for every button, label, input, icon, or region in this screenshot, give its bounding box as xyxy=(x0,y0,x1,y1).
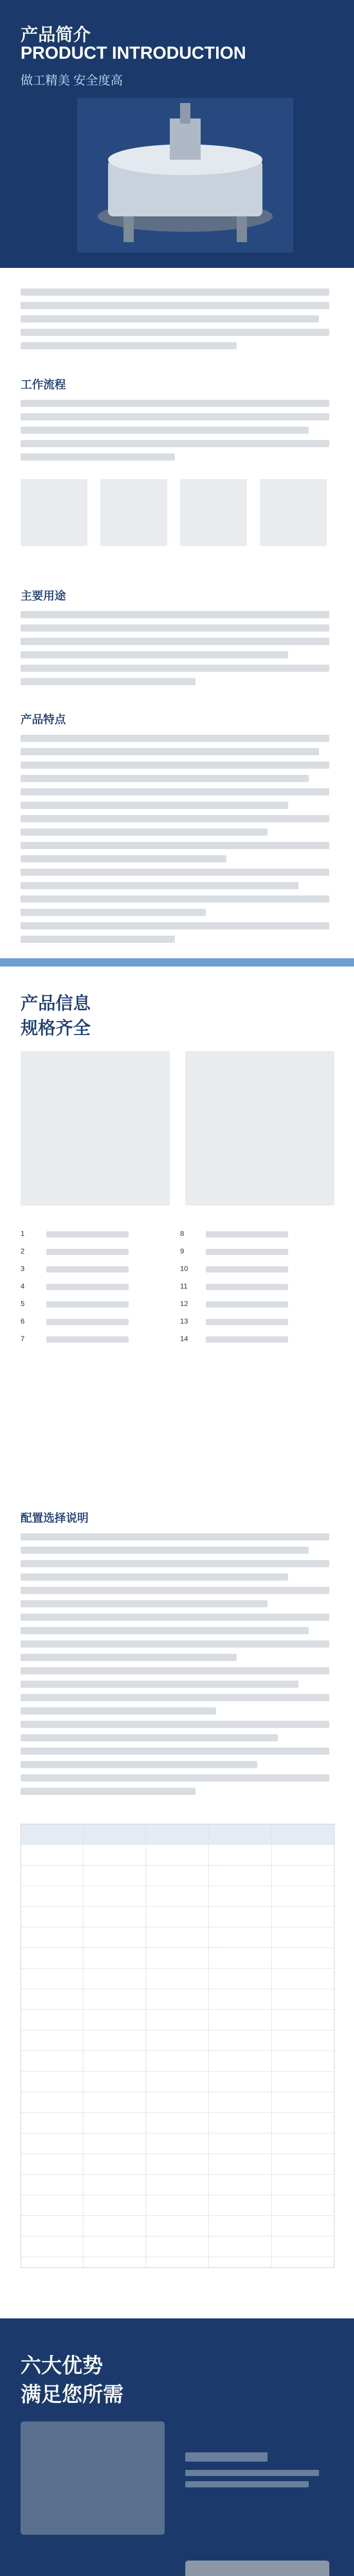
product-info-title: 产品信息 xyxy=(21,994,91,1013)
workflow-step-image xyxy=(260,479,327,546)
spec-table xyxy=(21,1824,334,2268)
workflow-step-image xyxy=(100,479,167,546)
part-item: 9 xyxy=(180,1244,324,1261)
advantage-label xyxy=(185,2452,268,2462)
product-info-subtitle: 规格齐全 xyxy=(21,1019,91,1038)
part-item: 8 xyxy=(180,1226,324,1244)
intro-title-cn: 产品简介 xyxy=(21,25,91,45)
part-item: 1 xyxy=(21,1226,165,1244)
parts-list xyxy=(21,1226,329,1360)
part-item: 2 xyxy=(21,1244,165,1261)
machine-3d-render xyxy=(185,1051,334,1206)
intro-subtitle: 做工精美 安全度高 xyxy=(21,74,123,88)
description-section xyxy=(0,268,354,1494)
config-section xyxy=(0,1494,354,2318)
advantages-section xyxy=(0,2318,354,2576)
config-heading: 配置选择说明 xyxy=(21,1512,89,1524)
workflow-icons-row xyxy=(21,479,329,556)
intro-title-en: PRODUCT INTRODUCTION xyxy=(21,43,246,63)
parts-column-left xyxy=(21,1226,165,1349)
part-item: 14 xyxy=(180,1331,324,1349)
usage-heading: 主要用途 xyxy=(21,589,66,602)
centrifuge-machine-image xyxy=(77,98,293,252)
advantages-subtitle: 满足您所需 xyxy=(21,2383,123,2406)
advantages-title: 六大优势 xyxy=(21,2354,103,2377)
spec-table-header xyxy=(21,1824,334,1845)
part-item: 4 xyxy=(21,1279,165,1296)
advantage-image xyxy=(21,2421,165,2535)
part-item: 10 xyxy=(180,1261,324,1279)
part-item: 12 xyxy=(180,1296,324,1314)
workflow-step-image xyxy=(21,479,87,546)
part-item: 11 xyxy=(180,1279,324,1296)
parts-column-right xyxy=(180,1226,324,1349)
schematic-drawing xyxy=(21,1051,170,1206)
workflow-step-image xyxy=(180,479,247,546)
part-item: 5 xyxy=(21,1296,165,1314)
features-heading: 产品特点 xyxy=(21,713,66,726)
part-item: 6 xyxy=(21,1314,165,1331)
part-item: 13 xyxy=(180,1314,324,1331)
intro-section xyxy=(0,0,354,268)
part-item: 3 xyxy=(21,1261,165,1279)
advantage-image xyxy=(185,2561,329,2576)
part-item: 7 xyxy=(21,1331,165,1349)
workflow-heading: 工作流程 xyxy=(21,378,66,391)
